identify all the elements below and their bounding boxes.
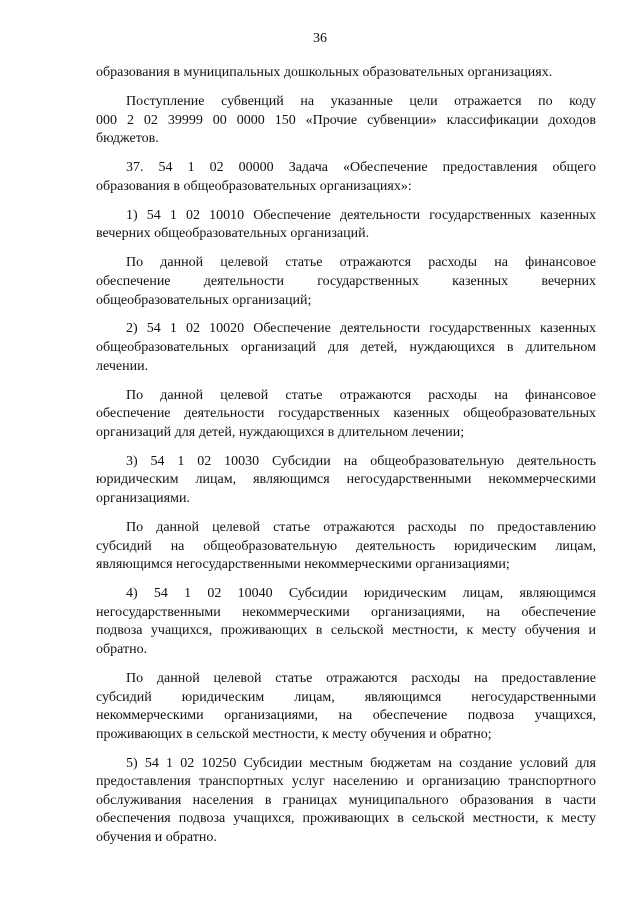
paragraph-10 <box>96 585 596 659</box>
text-line: 2) 54 1 02 10020 Обеспечение деятельности государственных казенных <box>126 321 596 337</box>
text-line: образования в общеобразовательных организациях»: <box>96 178 412 194</box>
text-line: проживающих в сельской местности, к месту обучения и обратно; <box>96 726 492 742</box>
text-line: организациями. <box>96 491 190 507</box>
text-line: обеспечение деятельности государственных казенных общеобразовательных <box>96 406 596 422</box>
paragraph-12 <box>96 755 596 848</box>
text-line: обеспечения подвоза учащихся, проживающих в сельской местности, к месту <box>96 811 596 827</box>
text-line: общеобразовательных организаций; <box>96 292 312 308</box>
paragraph-11 <box>96 670 596 744</box>
text-line: 000 2 02 39999 00 0000 150 «Прочие субвенции» классификации доходов <box>96 112 596 128</box>
text-line: являющимся негосударственными некоммерческими организациями; <box>96 557 510 573</box>
paragraph-5 <box>96 254 596 310</box>
text-line: 4) 54 1 02 10040 Субсидии юридическим лицам, являющимся <box>126 586 596 602</box>
text-line: Поступление субвенций на указанные цели отражается по коду <box>126 93 596 109</box>
text-line: предоставления транспортных услуг населению и организацию транспортного <box>96 774 596 790</box>
text-line: По данной целевой статье отражаются расходы на финансовое <box>126 387 596 403</box>
text-line: 37. 54 1 02 00000 Задача «Обеспечение предоставления общего <box>126 160 596 176</box>
text-line: обеспечение деятельности государственных казенных вечерних <box>96 273 596 289</box>
text-line: вечерних общеобразовательных организаций. <box>96 226 370 242</box>
text-line: подвоза учащихся, проживающих в сельской местности, к месту обучения и <box>96 623 596 639</box>
paragraph-8 <box>96 453 596 509</box>
paragraph-4 <box>96 207 596 244</box>
text-line: общеобразовательных организаций для детей, нуждающихся в длительном <box>96 340 596 356</box>
text-line: обслуживания населения в границах муниципального образования в части <box>96 792 596 808</box>
paragraph-3 <box>96 159 596 196</box>
paragraph-2 <box>96 93 596 149</box>
text-line: организаций для детей, нуждающихся в длительном лечении; <box>96 424 465 440</box>
text-line: обучения и обратно. <box>96 830 217 846</box>
document-body <box>96 64 596 858</box>
text-line: субсидий юридическим лицам, являющимся негосударственными <box>96 689 596 705</box>
text-line: обратно. <box>96 641 148 657</box>
text-line: субсидий на общеобразовательную деятельность юридическим лицам, <box>96 538 596 554</box>
text-line: образования в муниципальных дошкольных образовательных организациях. <box>96 65 553 80</box>
text-line: негосударственными некоммерческими организациями, на обеспечение <box>96 604 596 620</box>
text-line: некоммерческими организациями, на обеспечение подвоза учащихся, <box>96 708 596 724</box>
text-line: 3) 54 1 02 10030 Субсидии на общеобразовательную деятельность <box>126 453 596 469</box>
text-line: По данной целевой статье отражаются расходы по предоставлению <box>126 520 596 535</box>
paragraph-9 <box>96 519 596 575</box>
page-number: 36 <box>313 31 327 46</box>
paragraph-6 <box>96 320 596 376</box>
text-line: юридическим лицам, являющимся негосударственными некоммерческими <box>96 472 596 488</box>
text-line: лечении. <box>96 358 149 374</box>
paragraph-1 <box>96 64 596 83</box>
text-line: 5) 54 1 02 10250 Субсидии местным бюджетам на создание условий для <box>126 755 596 771</box>
text-line: бюджетов. <box>96 131 159 147</box>
text-line: По данной целевой статье отражаются расходы на финансовое <box>126 255 596 271</box>
text-line: По данной целевой статье отражаются расходы на предоставление <box>126 670 596 686</box>
paragraph-7 <box>96 387 596 443</box>
text-line: 1) 54 1 02 10010 Обеспечение деятельности государственных казенных <box>126 207 596 223</box>
